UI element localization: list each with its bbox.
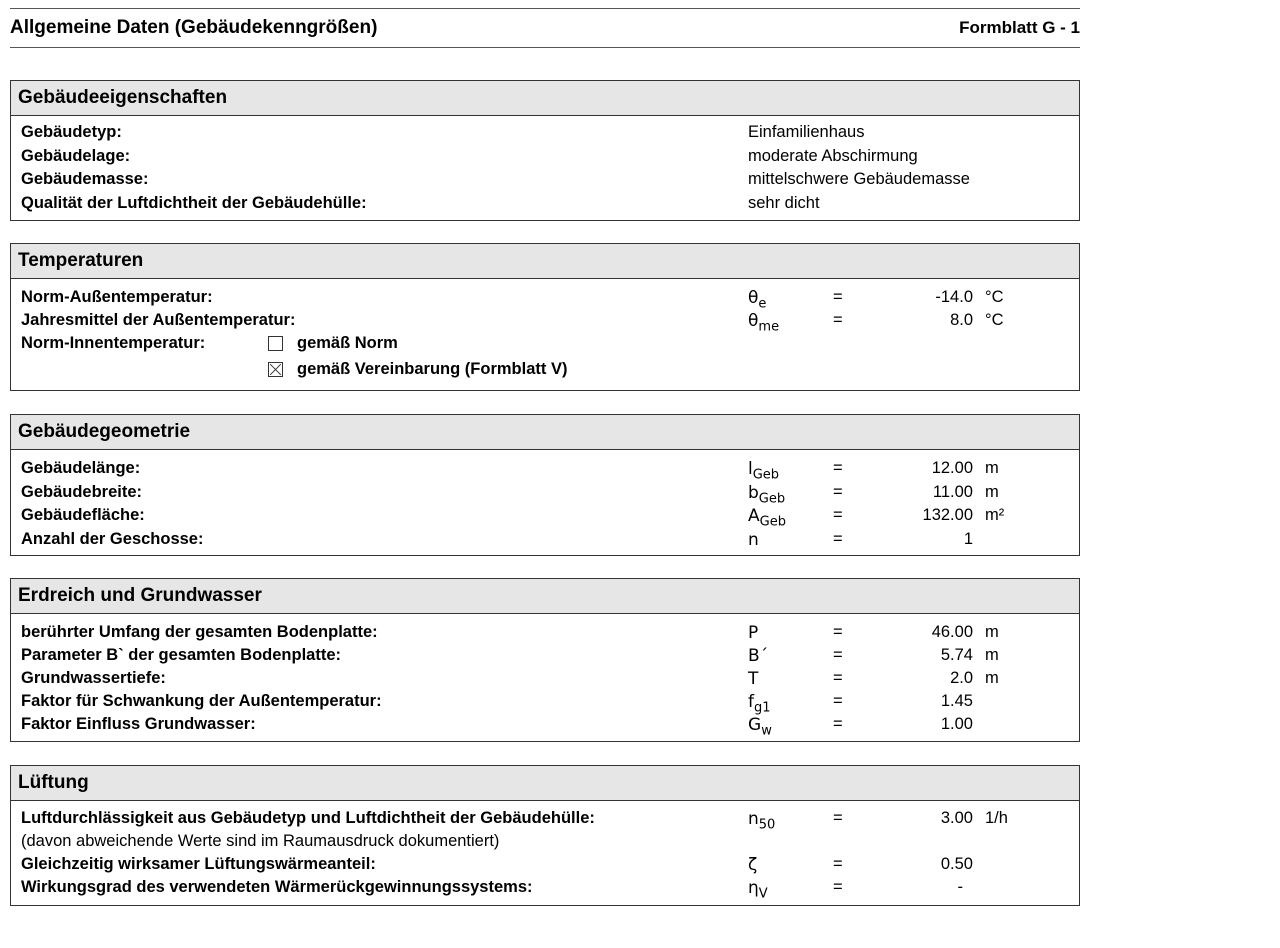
form-number: Formblatt G - 1 bbox=[959, 18, 1080, 37]
row-value: 46.00 bbox=[931, 623, 973, 641]
ventilation-row bbox=[11, 853, 1079, 876]
row-label: Wirkungsgrad des verwendeten Wärmerückgewinnungssystems: bbox=[21, 878, 533, 896]
row-label: Norm-Außentemperatur: bbox=[21, 288, 213, 306]
row-symbol: $l_{Geb}$ bbox=[748, 459, 780, 483]
row-label: berührter Umfang der gesamten Bodenplatte: bbox=[21, 623, 378, 641]
temperature-row bbox=[11, 286, 1079, 312]
row-symbol: $n_{50}$ bbox=[748, 809, 776, 833]
row-unit: m bbox=[985, 623, 999, 641]
row-unit: m bbox=[985, 669, 999, 687]
section-title: Temperaturen bbox=[11, 244, 1079, 279]
row-unit: m bbox=[985, 459, 999, 477]
equals-sign: = bbox=[833, 482, 843, 501]
agreement-checkbox[interactable] bbox=[268, 362, 283, 377]
section-title: Lüftung bbox=[11, 766, 1079, 801]
equals-sign: = bbox=[833, 809, 843, 827]
row-symbol: $\theta_e$ bbox=[748, 288, 767, 312]
row-symbol: T bbox=[748, 669, 759, 689]
row-label: Norm-Innentemperatur: bbox=[21, 334, 206, 352]
row-symbol: $\theta_{me}$ bbox=[748, 311, 780, 335]
section-title: Erdreich und Grundwasser bbox=[11, 579, 1079, 614]
soil-row bbox=[11, 621, 1079, 644]
row-value: 132.00 bbox=[922, 506, 973, 524]
agreement-option-label: gemäß Vereinbarung (Formblatt V) bbox=[297, 360, 568, 378]
row-label: Gleichzeitig wirksamer Lüftungswärmeanteil: bbox=[21, 855, 376, 873]
row-label: Faktor für Schwankung der Außentemperatur: bbox=[21, 692, 382, 710]
equals-sign: = bbox=[833, 529, 843, 548]
property-label: Gebäudelage: bbox=[21, 146, 131, 165]
row-unit: °C bbox=[985, 288, 1004, 306]
property-value: sehr dicht bbox=[748, 193, 820, 212]
geometry-row bbox=[11, 528, 1079, 552]
row-value: -14.0 bbox=[935, 288, 973, 306]
row-value: 0.50 bbox=[940, 855, 973, 873]
row-value: 11.00 bbox=[932, 482, 973, 501]
ventilation-note: (davon abweichende Werte sind im Raumausdruck dokumentiert) bbox=[21, 832, 500, 850]
soil-row bbox=[11, 667, 1079, 690]
row-label: Faktor Einfluss Grundwasser: bbox=[21, 715, 256, 733]
row-symbol: ζ bbox=[748, 855, 758, 875]
row-symbol: $f_{g1}$ bbox=[748, 692, 771, 716]
ventilation-note-row bbox=[11, 830, 1079, 853]
equals-sign: = bbox=[833, 459, 843, 477]
section-building-geometry bbox=[10, 414, 1080, 556]
ventilation-row bbox=[11, 807, 1079, 833]
row-symbol: $G_w$ bbox=[748, 715, 772, 739]
row-label: Gebäudebreite: bbox=[21, 482, 143, 501]
row-symbol: $b_{Geb}$ bbox=[748, 482, 786, 506]
row-unit: m² bbox=[985, 506, 1005, 524]
row-symbol: n bbox=[748, 529, 759, 550]
row-symbol: B´ bbox=[748, 646, 769, 666]
section-building-properties bbox=[10, 80, 1080, 221]
soil-row bbox=[11, 690, 1079, 716]
property-row bbox=[11, 168, 1079, 192]
equals-sign: = bbox=[833, 288, 843, 306]
equals-sign: = bbox=[833, 855, 843, 873]
section-soil-groundwater bbox=[10, 578, 1080, 742]
equals-sign: = bbox=[833, 669, 843, 687]
row-value: 5.74 bbox=[940, 646, 973, 664]
row-unit: m bbox=[985, 646, 999, 664]
property-row bbox=[11, 121, 1079, 145]
row-label: Anzahl der Geschosse: bbox=[21, 529, 204, 548]
equals-sign: = bbox=[833, 715, 843, 733]
indoor-temperature-row bbox=[11, 358, 1079, 384]
equals-sign: = bbox=[833, 692, 843, 710]
geometry-row bbox=[11, 457, 1079, 481]
indoor-temperature-row bbox=[11, 332, 1079, 358]
temperature-row bbox=[11, 309, 1079, 335]
section-title: Gebäudeeigenschaften bbox=[11, 81, 1079, 116]
equals-sign: = bbox=[833, 646, 843, 664]
property-label: Gebäudetyp: bbox=[21, 123, 122, 141]
property-value: mittelschwere Gebäudemasse bbox=[748, 170, 970, 188]
equals-sign: = bbox=[833, 311, 843, 329]
row-label: Grundwassertiefe: bbox=[21, 669, 166, 687]
property-value: moderate Abschirmung bbox=[748, 146, 918, 165]
section-ventilation bbox=[10, 765, 1080, 906]
row-label: Gebäudelänge: bbox=[21, 459, 141, 477]
row-value: 12.00 bbox=[931, 459, 973, 477]
row-value: 8.0 bbox=[950, 311, 973, 329]
row-value: 1.45 bbox=[940, 692, 973, 710]
equals-sign: = bbox=[833, 506, 843, 524]
geometry-row bbox=[11, 481, 1079, 505]
property-value: Einfamilienhaus bbox=[748, 123, 865, 141]
row-value: 1.00 bbox=[940, 715, 973, 733]
row-label: Gebäudefläche: bbox=[21, 506, 145, 524]
row-symbol: $A_{Geb}$ bbox=[748, 506, 786, 530]
row-symbol: P bbox=[748, 623, 759, 643]
section-temperatures bbox=[10, 243, 1080, 391]
row-label: Luftdurchlässigkeit aus Gebäudetyp und Luftdichtheit der Gebäudehülle: bbox=[21, 809, 595, 827]
page-header bbox=[10, 8, 1080, 48]
row-label: Jahresmittel der Außentemperatur: bbox=[21, 311, 296, 329]
soil-row bbox=[11, 713, 1079, 739]
row-unit: m bbox=[985, 482, 999, 501]
row-value: 3.00 bbox=[940, 809, 973, 827]
soil-row bbox=[11, 644, 1079, 667]
ventilation-row bbox=[11, 876, 1079, 902]
row-unit: °C bbox=[985, 311, 1004, 329]
row-unit: 1/h bbox=[985, 809, 1008, 827]
section-title: Gebäudegeometrie bbox=[11, 415, 1079, 450]
row-value: 2.0 bbox=[950, 669, 973, 687]
geometry-row bbox=[11, 504, 1079, 528]
row-symbol: $\eta_V$ bbox=[748, 878, 768, 902]
property-label: Gebäudemasse: bbox=[21, 170, 149, 188]
row-value: 1 bbox=[963, 529, 973, 548]
row-label: Parameter B` der gesamten Bodenplatte: bbox=[21, 646, 342, 664]
row-value: - bbox=[957, 878, 963, 896]
page-title: Allgemeine Daten (Gebäudekenngrößen) bbox=[10, 17, 378, 38]
property-row bbox=[11, 192, 1079, 216]
norm-option-label: gemäß Norm bbox=[297, 334, 398, 352]
equals-sign: = bbox=[833, 623, 843, 641]
norm-checkbox[interactable] bbox=[268, 336, 283, 351]
property-label: Qualität der Luftdichtheit der Gebäudehülle: bbox=[21, 193, 367, 212]
property-row bbox=[11, 145, 1079, 169]
equals-sign: = bbox=[833, 878, 843, 896]
